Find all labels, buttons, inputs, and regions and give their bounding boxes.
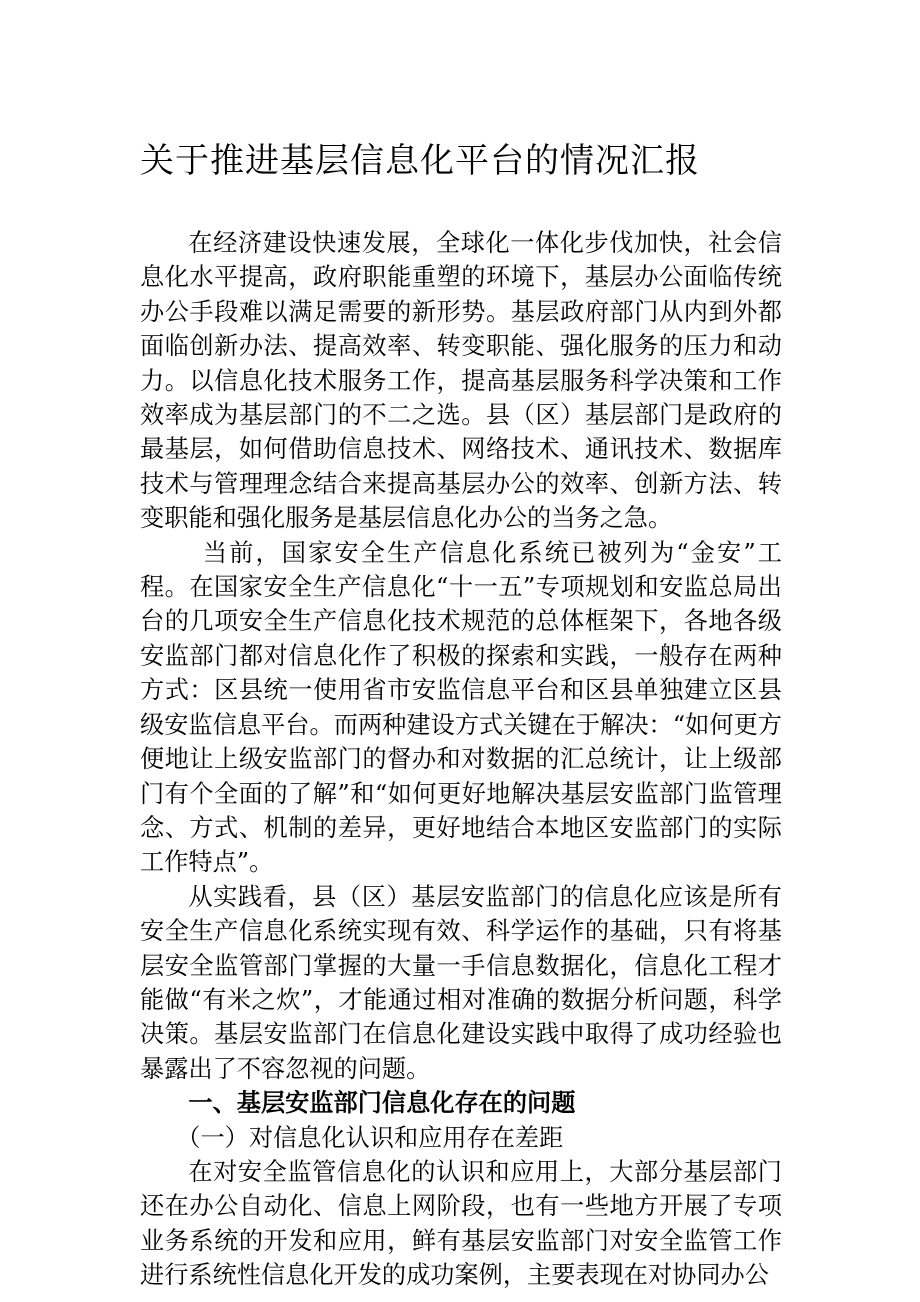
section-heading: 一、基层安监部门信息化存在的问题: [188, 1089, 576, 1118]
document-body: [140, 226, 782, 1293]
paragraph-current-status: 当前，国家安全生产信息化系统已被列为“金安”工程。在国家安全生产信息化“十一五”专项规划和安监总局出台的几项安全生产信息化技术规范的总体框架下，各地各级安监部门都对信息化作了积极的探索和实践，一般存在两种方式：区县统一使用省市安监信息平台和区县单独建立区县级安监信息平台。而两种建设方式关键在于解决：“如何更方便地让上级安监部门的督办和对数据的汇总统计，让上级部门有个全面的了解”和“如何更好地解决基层安监部门监管理念、方式、机制的差异，更好地结合本地区安监部门的实际工作特点”。: [140, 538, 782, 877]
paragraph-practice: 从实践看，县（区）基层安监部门的信息化应该是所有安全生产信息化系统实现有效、科学运作的基础，只有将基层安全监管部门掌握的大量一手信息数据化，信息化工程才能做“有米之炊”，才能通过相对准确的数据分析问题，科学决策。基层安监部门在信息化建设实践中取得了成功经验也暴露出了不容忽视的问题。: [140, 882, 782, 1083]
document-title: 关于推进基层信息化平台的情况汇报: [140, 141, 700, 181]
paragraph-section-one: 在对安全监管信息化的认识和应用上，大部分基层部门还在办公自动化、信息上网阶段，也有一些地方开展了专项业务系统的开发和应用，鲜有基层安监部门对安全监管工作进行系统性信息化开发的成功案例，主要表现在对协同办公: [140, 1157, 782, 1290]
paragraph-intro: 在经济建设快速发展，全球化一体化步伐加快，社会信息化水平提高，政府职能重塑的环境下，基层办公面临传统办公手段难以满足需要的新形势。基层政府部门从内到外都面临创新办法、提高效率、转变职能、强化服务的压力和动力。以信息化技术服务工作，提高基层服务科学决策和工作效率成为基层部门的不二之选。县（区）基层部门是政府的最基层，如何借助信息技术、网络技术、通讯技术、数据库技术与管理理念结合来提高基层办公的效率、创新方法、转变职能和强化服务是基层信息化办公的当务之急。: [140, 229, 782, 533]
subsection-heading: （一）对信息化认识和应用存在差距: [176, 1123, 564, 1152]
